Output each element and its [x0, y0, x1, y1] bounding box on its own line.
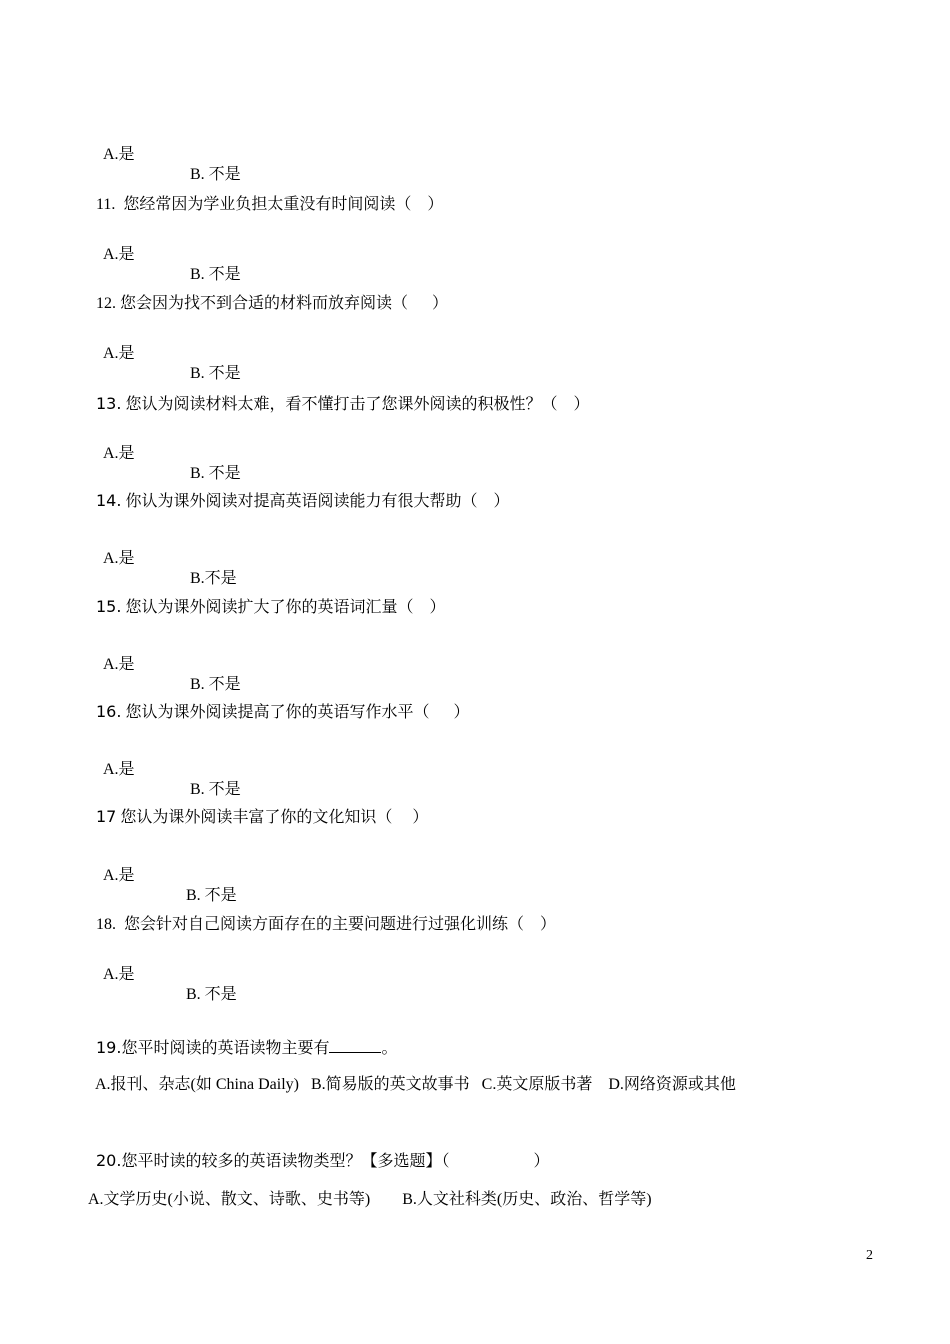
option-a: A.是 [103, 867, 135, 884]
question-text: 您会因为找不到合适的材料而放弃阅读（ ） [120, 295, 449, 312]
question-number: 18. [96, 916, 116, 933]
question-11 [88, 175, 443, 215]
question-text: 你认为课外阅读对提高英语阅读能力有很大帮助（ ） [125, 493, 510, 510]
question-number: 13. [96, 394, 122, 413]
option-a: A.是 [103, 146, 135, 163]
question-14 [88, 471, 509, 512]
page-number: 2 [866, 1248, 873, 1263]
question-19 [88, 1018, 397, 1059]
option-b: B. 不是 [186, 887, 237, 904]
option-a: A.是 [103, 966, 135, 983]
option-a: A.是 [103, 761, 135, 778]
options-row [0, 740, 241, 800]
question-15 [88, 577, 445, 618]
question-17 [88, 787, 428, 828]
question-number: 15. [96, 597, 122, 616]
question-number: 14. [96, 491, 122, 510]
options-row [0, 635, 241, 695]
option-b: B. 不是 [190, 465, 241, 482]
option-b: B. 不是 [186, 986, 237, 1003]
option-b: B. 不是 [190, 781, 241, 798]
options-row [0, 846, 237, 906]
question-number: 12. [96, 295, 116, 312]
question-text: 您认为课外阅读丰富了你的文化知识（ ） [120, 809, 429, 826]
question-18 [88, 895, 556, 935]
question-text: 您平时读的较多的英语读物类型？【多选题】（ ） [121, 1153, 550, 1170]
question-number: 17 [96, 807, 117, 826]
options-row [0, 324, 241, 384]
option-a: A.是 [103, 550, 135, 567]
question-text: 您经常因为学业负担太重没有时间阅读（ ） [123, 196, 444, 213]
options-row [0, 225, 241, 285]
options-row [0, 125, 241, 185]
question-text-end: 。 [381, 1040, 398, 1057]
option-a: A.是 [103, 445, 135, 462]
question-number: 11. [96, 196, 116, 213]
option-b: B. 不是 [190, 676, 241, 693]
options-row [0, 529, 237, 589]
option-b: B. 不是 [190, 166, 241, 183]
question-text: 您会针对自己阅读方面存在的主要问题进行过强化训练（ ） [124, 916, 557, 933]
option-b: B. 不是 [190, 365, 241, 382]
question-20-options: A.文学历史(小说、散文、诗歌、史书等) B.人文社科类(历史、政治、哲学等) [88, 1191, 652, 1208]
option-a: A.是 [103, 656, 135, 673]
option-b: B.不是 [190, 570, 237, 587]
question-number: 20. [96, 1151, 122, 1170]
question-19-options: A.报刊、杂志(如 China Daily) B.简易版的英文故事书 C.英文原版书著 D.网络资源或其他 [95, 1076, 736, 1093]
question-number: 19. [96, 1038, 122, 1057]
question-number: 16. [96, 702, 122, 721]
question-13 [88, 374, 589, 415]
question-12 [88, 274, 448, 314]
question-20 [88, 1131, 549, 1172]
question-text: 您认为课外阅读扩大了你的英语词汇量（ ） [125, 599, 446, 616]
question-16 [88, 682, 469, 723]
options-row [0, 424, 241, 484]
question-text: 您认为阅读材料太难，看不懂打击了您课外阅读的积极性？（ ） [125, 396, 590, 413]
option-a: A.是 [103, 246, 135, 263]
options-row [0, 945, 237, 1005]
question-text: 您认为课外阅读提高了你的英语写作水平（ ） [125, 704, 470, 721]
option-a: A.是 [103, 345, 135, 362]
option-b: B. 不是 [190, 266, 241, 283]
answer-blank[interactable] [329, 1038, 381, 1053]
question-text: 您平时阅读的英语读物主要有 [121, 1040, 330, 1057]
